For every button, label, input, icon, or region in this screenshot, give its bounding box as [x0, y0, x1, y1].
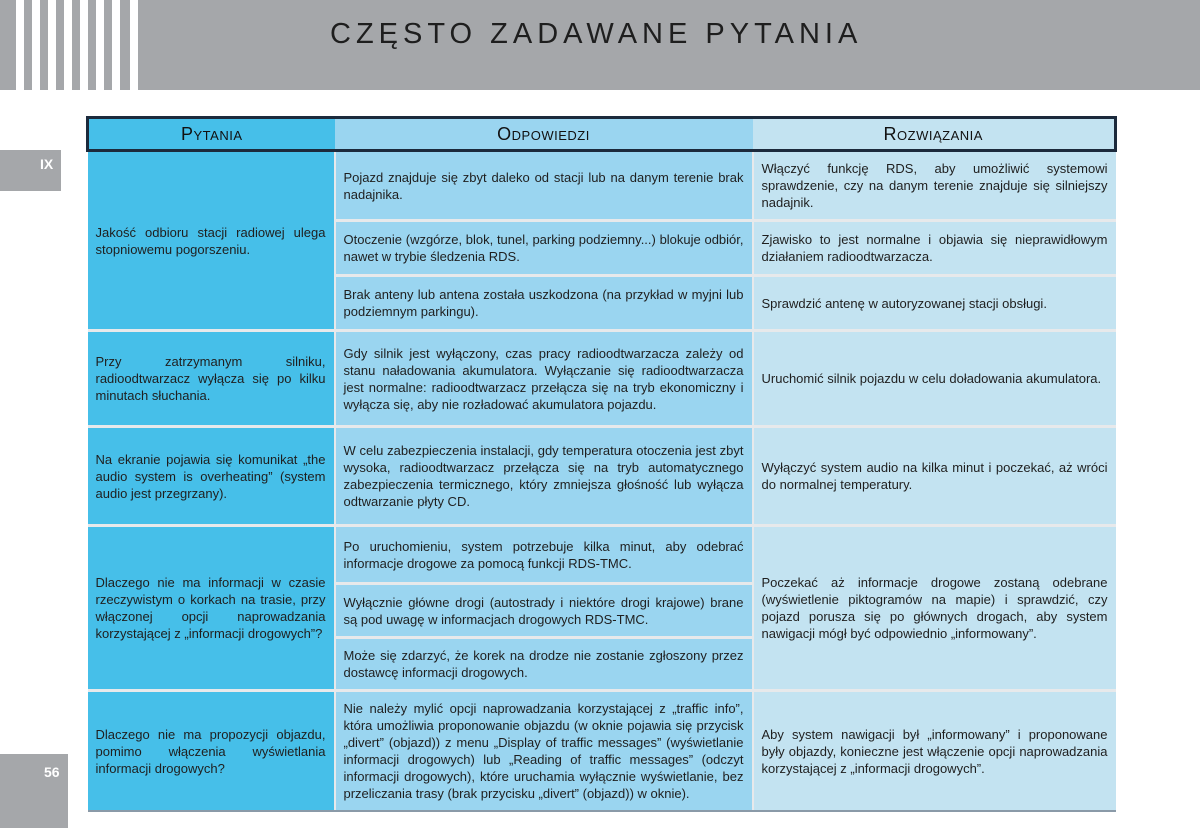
- column-header-answers: Odpowiedzi: [335, 118, 753, 151]
- answer-cell: Po uruchomieniu, system potrzebuje kilka minut, aby odebrać informacje drogowe za pomocą funkcji RDS-TMC.: [335, 526, 753, 584]
- table-row: [88, 331, 1116, 427]
- header-stripe: [112, 0, 120, 90]
- table-header-row: [88, 118, 1116, 151]
- solution-cell: Sprawdzić antenę w autoryzowanej stacji obsługi.: [753, 276, 1116, 331]
- header-stripe: [32, 0, 40, 90]
- answer-cell: Gdy silnik jest wyłączony, czas pracy radioodtwarzacza zależy od stanu naładowania akumulatora. Wyłączanie się radioodtwarzacza jest normalne: radioodtwarzacz przełącza się na tryb ekonomiczny i wyłącza się, aby nie rozładować akumulatora pojazdu.: [335, 331, 753, 427]
- question-cell: Jakość odbioru stacji radiowej ulega stopniowemu pogorszeniu.: [88, 151, 335, 331]
- header-stripe: [48, 0, 56, 90]
- solution-cell: Wyłączyć system audio na kilka minut i poczekać, aż wróci do normalnej temperatury.: [753, 427, 1116, 526]
- answer-cell: Brak anteny lub antena została uszkodzona (na przykład w myjni lub podziemnym parkingu).: [335, 276, 753, 331]
- answer-cell: Może się zdarzyć, że korek na drodze nie zostanie zgłoszony przez dostawcę informacji drogowych.: [335, 638, 753, 691]
- header-stripe: [64, 0, 72, 90]
- question-cell: Dlaczego nie ma informacji w czasie rzeczywistym o korkach na trasie, przy włączonej opcji naprowadzania korzystającej z „informacji drogowych”?: [88, 526, 335, 691]
- table-row: [88, 427, 1116, 526]
- header-stripe: [80, 0, 88, 90]
- table-row: [88, 691, 1116, 812]
- answer-cell: Nie należy mylić opcji naprowadzania korzystającej z „traffic info”, która umożliwia proponowanie objazdu (w oknie pojawia się przycisk „divert” (objazd)) z menu „Display of traffic messages” (wyświetlanie informacji drogowych) lub „Reading of traffic messages” (odczyt informacji drogowych), które uruchamia wyłącznie wyświetlanie, bez przeliczania trasy (brak przycisku „divert” (objazd)) w oknie).: [335, 691, 753, 812]
- header-stripe: [130, 0, 138, 90]
- table-row: [88, 151, 1116, 221]
- answer-cell: W celu zabezpieczenia instalacji, gdy temperatura otoczenia jest zbyt wysoka, radioodtwarzacz przełącza się na tryb automatycznego zabezpieczenia termicznego, który zmniejsza głośność lub wyłącza odtwarzanie płyty CD.: [335, 427, 753, 526]
- answer-cell: Pojazd znajduje się zbyt daleko od stacji lub na danym terenie brak nadajnika.: [335, 151, 753, 221]
- table-row: [88, 526, 1116, 584]
- faq-table: [86, 116, 1117, 812]
- solution-cell: Włączyć funkcję RDS, aby umożliwić systemowi sprawdzenie, czy na danym terenie znajduje się silniejszy nadajnik.: [753, 151, 1116, 221]
- question-cell: Dlaczego nie ma propozycji objazdu, pomimo włączenia wyświetlania informacji drogowych?: [88, 691, 335, 812]
- header-stripe: [16, 0, 24, 90]
- question-cell: Przy zatrzymanym silniku, radioodtwarzacz wyłącza się po kilku minutach słuchania.: [88, 331, 335, 427]
- solution-cell: Aby system nawigacji był „informowany” i proponowane były objazdy, konieczne jest włączenie opcji naprowadzania korzystającej z „informacji drogowych”.: [753, 691, 1116, 812]
- page-title: CZĘSTO ZADAWANE PYTANIA: [330, 18, 863, 50]
- page-number-tab: [0, 754, 68, 828]
- solution-cell: Poczekać aż informacje drogowe zostaną odebrane (wyświetlenie piktogramów na mapie) i sprawdzić, czy pojazd porusza się po głównych drogach, aby system nawigacji mógł być odpowiednio „informowany”.: [753, 526, 1116, 691]
- header-bar: [0, 0, 1200, 90]
- header-stripe: [96, 0, 104, 90]
- page-number: 56: [44, 764, 60, 780]
- solution-cell: Zjawisko to jest normalne i objawia się nieprawidłowym działaniem radioodtwarzacza.: [753, 221, 1116, 276]
- answer-cell: Wyłącznie główne drogi (autostrady i niektóre drogi krajowe) brane są pod uwagę w informacjach drogowych RDS-TMC.: [335, 584, 753, 638]
- chapter-label: IX: [40, 156, 54, 172]
- solution-cell: Uruchomić silnik pojazdu w celu doładowania akumulatora.: [753, 331, 1116, 427]
- chapter-tab: [0, 150, 61, 191]
- question-cell: Na ekranie pojawia się komunikat „the audio system is overheating” (system audio jest przegrzany).: [88, 427, 335, 526]
- column-header-solutions: Rozwiązania: [753, 118, 1116, 151]
- answer-cell: Otoczenie (wzgórze, blok, tunel, parking podziemny...) blokuje odbiór, nawet w trybie śledzenia RDS.: [335, 221, 753, 276]
- column-header-questions: Pytania: [88, 118, 335, 151]
